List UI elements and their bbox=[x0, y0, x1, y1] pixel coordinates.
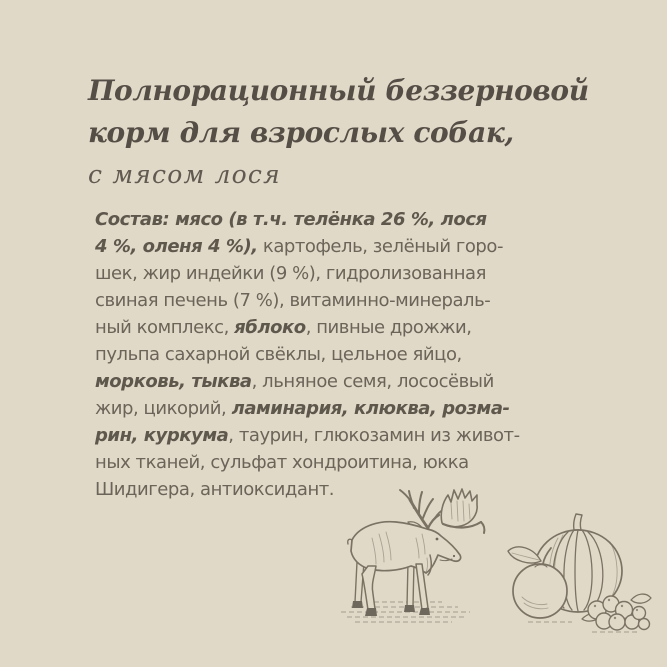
ingredients-text bbox=[95, 206, 520, 503]
ingredients-line bbox=[95, 260, 515, 287]
product-subtitle: с мясом лося bbox=[88, 160, 281, 189]
ingredients-line bbox=[95, 422, 520, 449]
ingredient-emphasis: Состав: мясо (в т.ч. телёнка 26 %, лося bbox=[95, 209, 487, 230]
ingredient-text: картофель, зелёный горо- bbox=[257, 236, 503, 257]
ingredient-emphasis: яблоко bbox=[234, 317, 306, 338]
ingredient-text: пульпа сахарной свёклы, цельное яйцо, bbox=[95, 344, 462, 365]
ingredients-line bbox=[95, 395, 515, 422]
ingredients-line bbox=[95, 206, 515, 233]
ingredient-emphasis: рин, куркума bbox=[95, 425, 229, 446]
header bbox=[88, 70, 628, 189]
ingredients-line bbox=[95, 449, 515, 476]
ingredient-text: свиная печень (7 %), витаминно-минераль- bbox=[95, 290, 491, 311]
ingredient-text: , пивные дрожжи, bbox=[305, 317, 472, 338]
ingredient-text: Шидигера, антиоксидант. bbox=[95, 479, 335, 500]
pumpkin-apple-cranberries-illustration bbox=[500, 510, 655, 638]
ingredients-line bbox=[95, 368, 515, 395]
ingredients-line bbox=[95, 341, 515, 368]
ingredient-emphasis: ламинария, клюква, розма- bbox=[231, 398, 510, 419]
ingredient-text: ный комплекс, bbox=[95, 317, 235, 338]
ingredient-text: , льняное семя, лососёвый bbox=[251, 371, 494, 392]
ingredient-text: ных тканей, сульфат хондроитина, юкка bbox=[95, 452, 469, 473]
product-title-line-2: корм для взрослых собак, bbox=[88, 116, 514, 149]
ingredients-line bbox=[95, 287, 515, 314]
ingredients-line bbox=[95, 314, 515, 341]
ingredient-text: шек, жир индейки (9 %), гидролизованная bbox=[95, 263, 486, 284]
product-title bbox=[88, 70, 628, 154]
ingredient-text: жир, цикорий, bbox=[95, 398, 232, 419]
moose-engraving-illustration bbox=[324, 478, 494, 636]
ingredient-text: , таурин, глюкозамин из живот- bbox=[228, 425, 520, 446]
ingredient-emphasis: морковь, тыква bbox=[95, 371, 252, 392]
ingredient-emphasis: 4 %, оленя 4 %), bbox=[95, 236, 258, 257]
product-title-line-1: Полнорационный беззерновой bbox=[88, 74, 589, 107]
ingredients-line bbox=[95, 233, 515, 260]
